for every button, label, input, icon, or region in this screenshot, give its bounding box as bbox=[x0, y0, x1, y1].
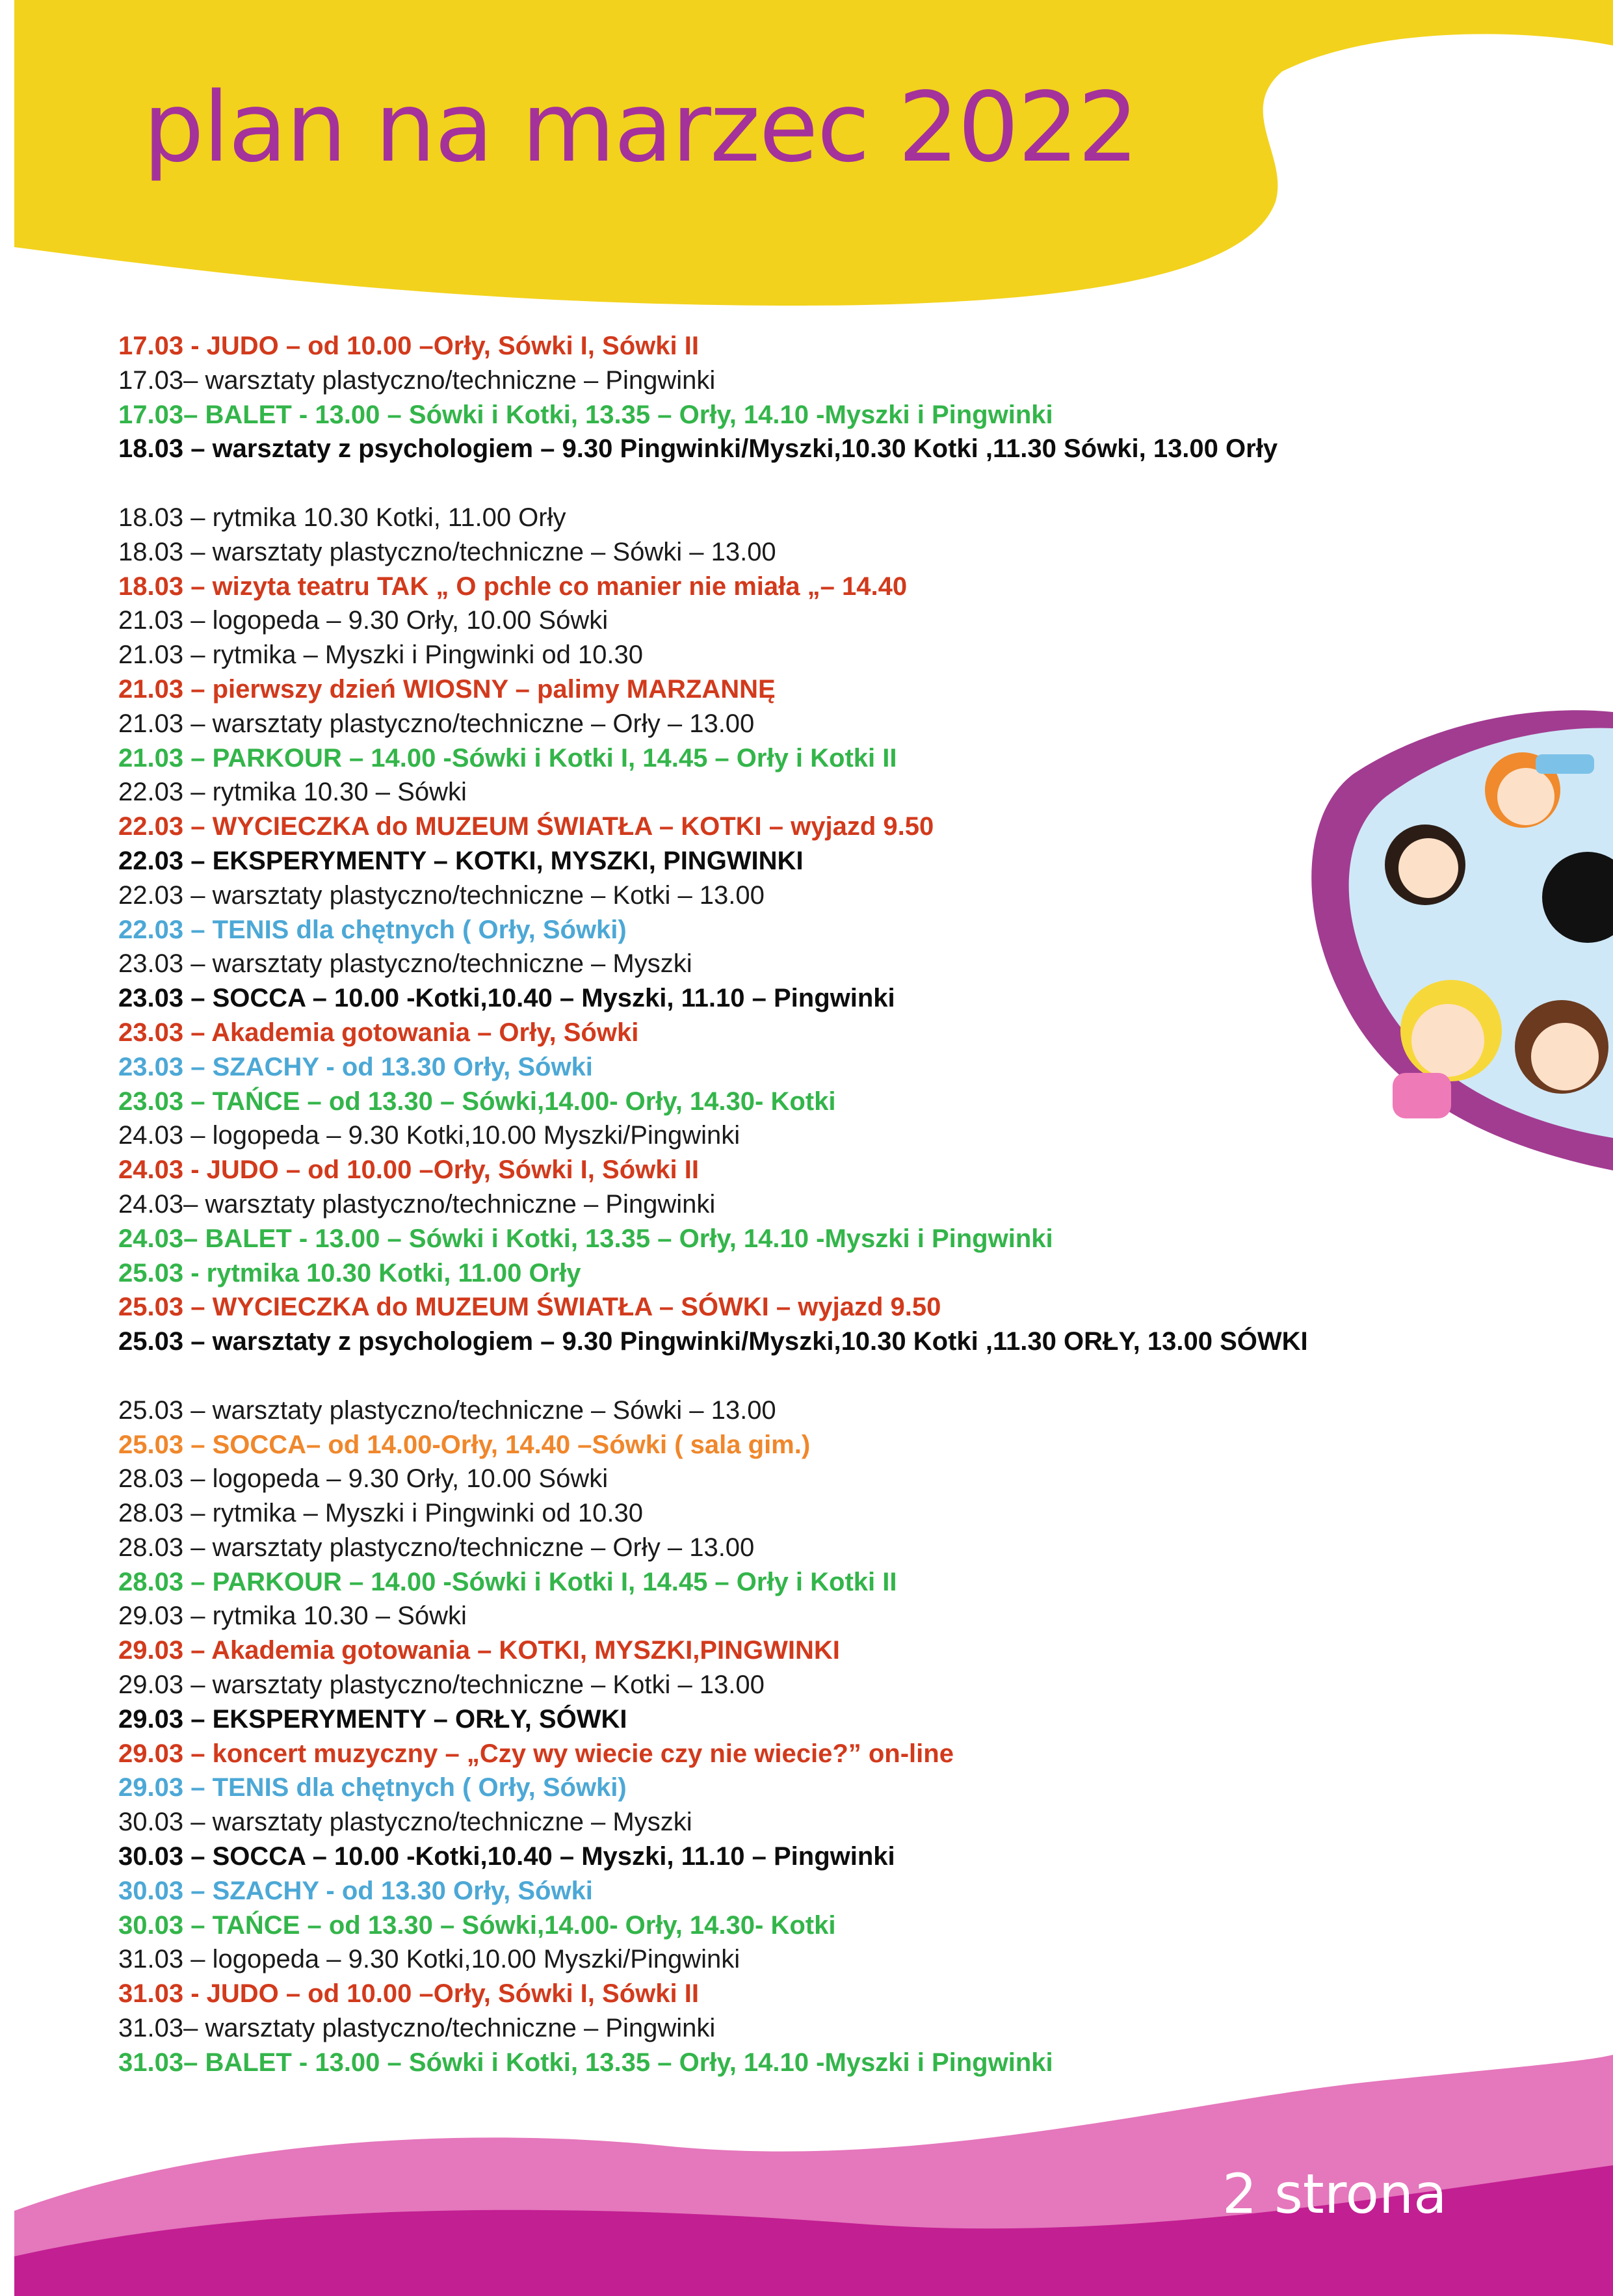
schedule-item: 22.03 – WYCIECZKA do MUZEUM ŚWIATŁA – KOTKI – wyjazd 9.50 bbox=[118, 812, 934, 841]
page bbox=[14, 0, 1613, 2296]
schedule-item: 25.03 – warsztaty z psychologiem – 9.30 Pingwinki/Myszki,10.30 Kotki ,11.30 ORŁY, 13.00 SÓWKI bbox=[118, 1327, 1308, 1356]
page-title: plan na marzec 2022 bbox=[143, 72, 1138, 183]
children-circle-illustration bbox=[1311, 710, 1613, 1170]
schedule-item: 29.03 – Akademia gotowania – KOTKI, MYSZKI,PINGWINKI bbox=[118, 1636, 840, 1665]
schedule-item: 29.03 – EKSPERYMENTY – ORŁY, SÓWKI bbox=[118, 1704, 627, 1734]
schedule-item: 23.03 – SOCCA – 10.00 -Kotki,10.40 – Myszki, 11.10 – Pingwinki bbox=[118, 984, 895, 1013]
schedule-item: 29.03 – rytmika 10.30 – Sówki bbox=[118, 1602, 467, 1631]
schedule-item: 21.03 – rytmika – Myszki i Pingwinki od 10.30 bbox=[118, 640, 644, 670]
schedule-item: 21.03 – PARKOUR – 14.00 -Sówki i Kotki I, 14.45 – Orły i Kotki II bbox=[118, 743, 897, 772]
page-number: 2 strona bbox=[1222, 2162, 1447, 2226]
schedule-item: 25.03 - rytmika 10.30 Kotki, 11.00 Orły bbox=[118, 1258, 581, 1287]
schedule-item: 18.03 – warsztaty plastyczno/techniczne – Sówki – 13.00 bbox=[118, 537, 776, 566]
schedule-item: 31.03 - JUDO – od 10.00 –Orły, Sówki I, Sówki II bbox=[118, 1979, 699, 2009]
schedule-item: 30.03 – SZACHY - od 13.30 Orły, Sówki bbox=[118, 1876, 593, 1905]
schedule-item: 25.03 – warsztaty plastyczno/techniczne – Sówki – 13.00 bbox=[118, 1395, 776, 1425]
schedule-item: 18.03 – wizyta teatru TAK „ O pchle co manier nie miała „– 14.40 bbox=[118, 572, 908, 601]
schedule-item: 21.03 – pierwszy dzień WIOSNY – palimy MARZANNĘ bbox=[118, 674, 776, 704]
schedule-item: 24.03– warsztaty plastyczno/techniczne – Pingwinki bbox=[118, 1189, 716, 1219]
schedule-item: 29.03 – koncert muzyczny – „Czy wy wiecie czy nie wiecie?” on-line bbox=[118, 1739, 954, 1768]
schedule-item: 18.03 – warsztaty z psychologiem – 9.30 Pingwinki/Myszki,10.30 Kotki ,11.30 Sówki, 13.00 Orły bbox=[118, 434, 1278, 464]
schedule-item: 23.03 – SZACHY - od 13.30 Orły, Sówki bbox=[118, 1052, 593, 1081]
schedule-item: 30.03 – warsztaty plastyczno/techniczne – Myszki bbox=[118, 1808, 692, 1837]
schedule-item: 31.03– warsztaty plastyczno/techniczne – Pingwinki bbox=[118, 2014, 716, 2043]
schedule-item: 17.03 - JUDO – od 10.00 –Orły, Sówki I, Sówki II bbox=[118, 332, 699, 360]
schedule-item: 23.03 – TAŃCE – od 13.30 – Sówki,14.00- Orły, 14.30- Kotki bbox=[118, 1087, 836, 1116]
schedule-item: 28.03 – warsztaty plastyczno/techniczne – Orły – 13.00 bbox=[118, 1533, 755, 1562]
schedule-item: 22.03 – TENIS dla chętnych ( Orły, Sówki) bbox=[118, 915, 627, 944]
schedule-item: 31.03 – logopeda – 9.30 Kotki,10.00 Myszki/Pingwinki bbox=[118, 1945, 741, 1974]
schedule-item: 28.03 – PARKOUR – 14.00 -Sówki i Kotki I, 14.45 – Orły i Kotki II bbox=[118, 1567, 897, 1596]
schedule-item: 24.03 - JUDO – od 10.00 –Orły, Sówki I, Sówki II bbox=[118, 1155, 699, 1185]
schedule-item: 22.03 – rytmika 10.30 – Sówki bbox=[118, 778, 467, 807]
schedule-item: 21.03 – logopeda – 9.30 Orły, 10.00 Sówki bbox=[118, 606, 609, 635]
schedule-item: 25.03 – SOCCA– od 14.00-Orły, 14.40 –Sówki ( sala gim.) bbox=[118, 1430, 811, 1459]
schedule-item: 23.03 – warsztaty plastyczno/techniczne – Myszki bbox=[118, 949, 692, 979]
schedule-item: 18.03 – rytmika 10.30 Kotki, 11.00 Orły bbox=[118, 503, 566, 532]
schedule-item: 28.03 – rytmika – Myszki i Pingwinki od 10.30 bbox=[118, 1499, 644, 1528]
schedule-list bbox=[118, 329, 1354, 2080]
schedule-item: 28.03 – logopeda – 9.30 Orły, 10.00 Sówki bbox=[118, 1464, 609, 1494]
schedule-item: 21.03 – warsztaty plastyczno/techniczne – Orły – 13.00 bbox=[118, 709, 755, 738]
schedule-item: 24.03 – logopeda – 9.30 Kotki,10.00 Myszki/Pingwinki bbox=[118, 1121, 741, 1150]
schedule-item: 17.03– warsztaty plastyczno/techniczne – Pingwinki bbox=[118, 365, 716, 395]
schedule-item: 22.03 – warsztaty plastyczno/techniczne – Kotki – 13.00 bbox=[118, 880, 765, 910]
schedule-item: 31.03– BALET - 13.00 – Sówki i Kotki, 13.35 – Orły, 14.10 -Myszki i Pingwinki bbox=[118, 2048, 1053, 2077]
schedule-item: 29.03 – warsztaty plastyczno/techniczne – Kotki – 13.00 bbox=[118, 1670, 765, 1700]
schedule-item: 25.03 – WYCIECZKA do MUZEUM ŚWIATŁA – SÓWKI – wyjazd 9.50 bbox=[118, 1293, 941, 1322]
schedule-item: 29.03 – TENIS dla chętnych ( Orły, Sówki) bbox=[118, 1773, 627, 1802]
schedule-item: 23.03 – Akademia gotowania – Orły, Sówki bbox=[118, 1018, 639, 1047]
schedule-item: 24.03– BALET - 13.00 – Sówki i Kotki, 13.35 – Orły, 14.10 -Myszki i Pingwinki bbox=[118, 1224, 1053, 1253]
schedule-item: 17.03– BALET - 13.00 – Sówki i Kotki, 13.35 – Orły, 14.10 -Myszki i Pingwinki bbox=[118, 400, 1053, 429]
schedule-item: 22.03 – EKSPERYMENTY – KOTKI, MYSZKI, PINGWINKI bbox=[118, 846, 804, 875]
schedule-item: 30.03 – TAŃCE – od 13.30 – Sówki,14.00- Orły, 14.30- Kotki bbox=[118, 1910, 836, 1940]
schedule-item: 30.03 – SOCCA – 10.00 -Kotki,10.40 – Myszki, 11.10 – Pingwinki bbox=[118, 1842, 895, 1871]
